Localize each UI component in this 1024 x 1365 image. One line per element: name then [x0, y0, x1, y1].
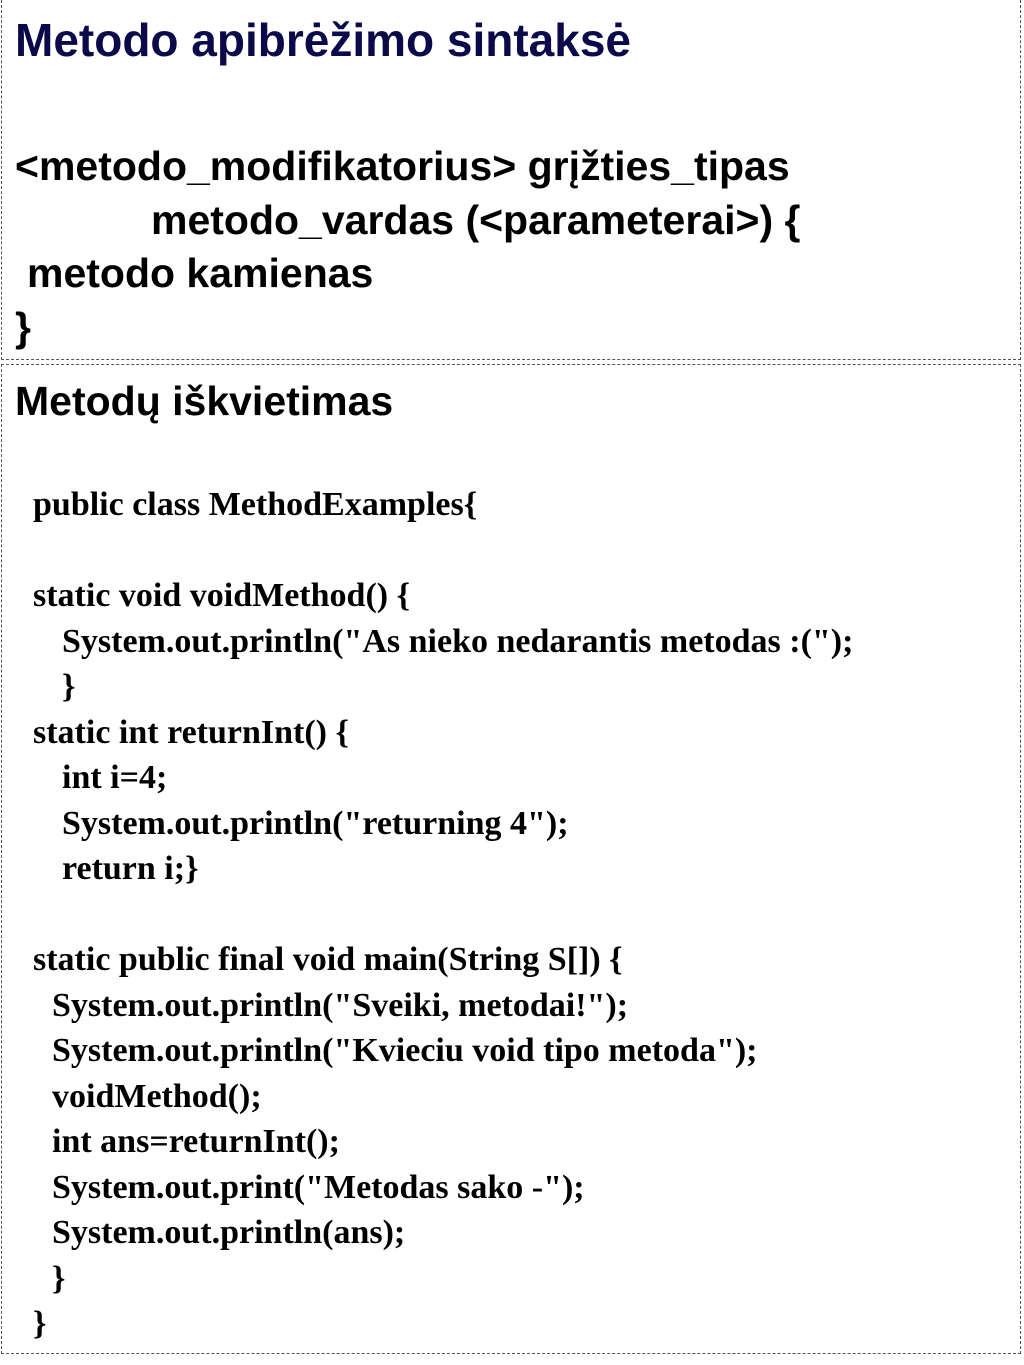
syntax-line-name: metodo_vardas (<parameterai>) {: [151, 197, 801, 243]
code-line: static int returnInt() {: [33, 714, 349, 751]
invocation-title: Metodų iškvietimas: [15, 378, 394, 424]
code-line: }: [62, 668, 76, 705]
code-line: }: [52, 1260, 66, 1297]
code-line: System.out.println("As nieko nedarantis metodas :(");: [62, 623, 854, 660]
code-line: int i=4;: [62, 759, 168, 796]
code-line: public class MethodExamples{: [33, 486, 478, 523]
code-line: System.out.println("Kvieciu void tipo metoda");: [52, 1032, 758, 1069]
code-line: System.out.println("returning 4");: [62, 805, 569, 842]
code-line: }: [33, 1305, 47, 1342]
syntax-line-modifier: <metodo_modifikatorius> grįžties_tipas: [15, 143, 790, 189]
code-line: int ans=returnInt();: [52, 1123, 340, 1160]
invocation-panel: [1, 364, 1021, 1354]
syntax-line-close: }: [15, 304, 31, 350]
code-line: return i;}: [62, 850, 199, 887]
code-line: System.out.println("Sveiki, metodai!");: [52, 987, 629, 1024]
code-line: voidMethod();: [52, 1078, 262, 1115]
code-line: static public final void main(String S[]) {: [33, 941, 623, 978]
definition-panel: [1, 0, 1021, 360]
code-line: static void voidMethod() {: [33, 577, 410, 614]
code-line: System.out.print("Metodas sako -");: [52, 1169, 585, 1206]
definition-title: Metodo apibrėžimo sintaksė: [15, 14, 632, 66]
code-line: System.out.println(ans);: [52, 1214, 406, 1251]
syntax-line-body: metodo kamienas: [27, 250, 374, 296]
